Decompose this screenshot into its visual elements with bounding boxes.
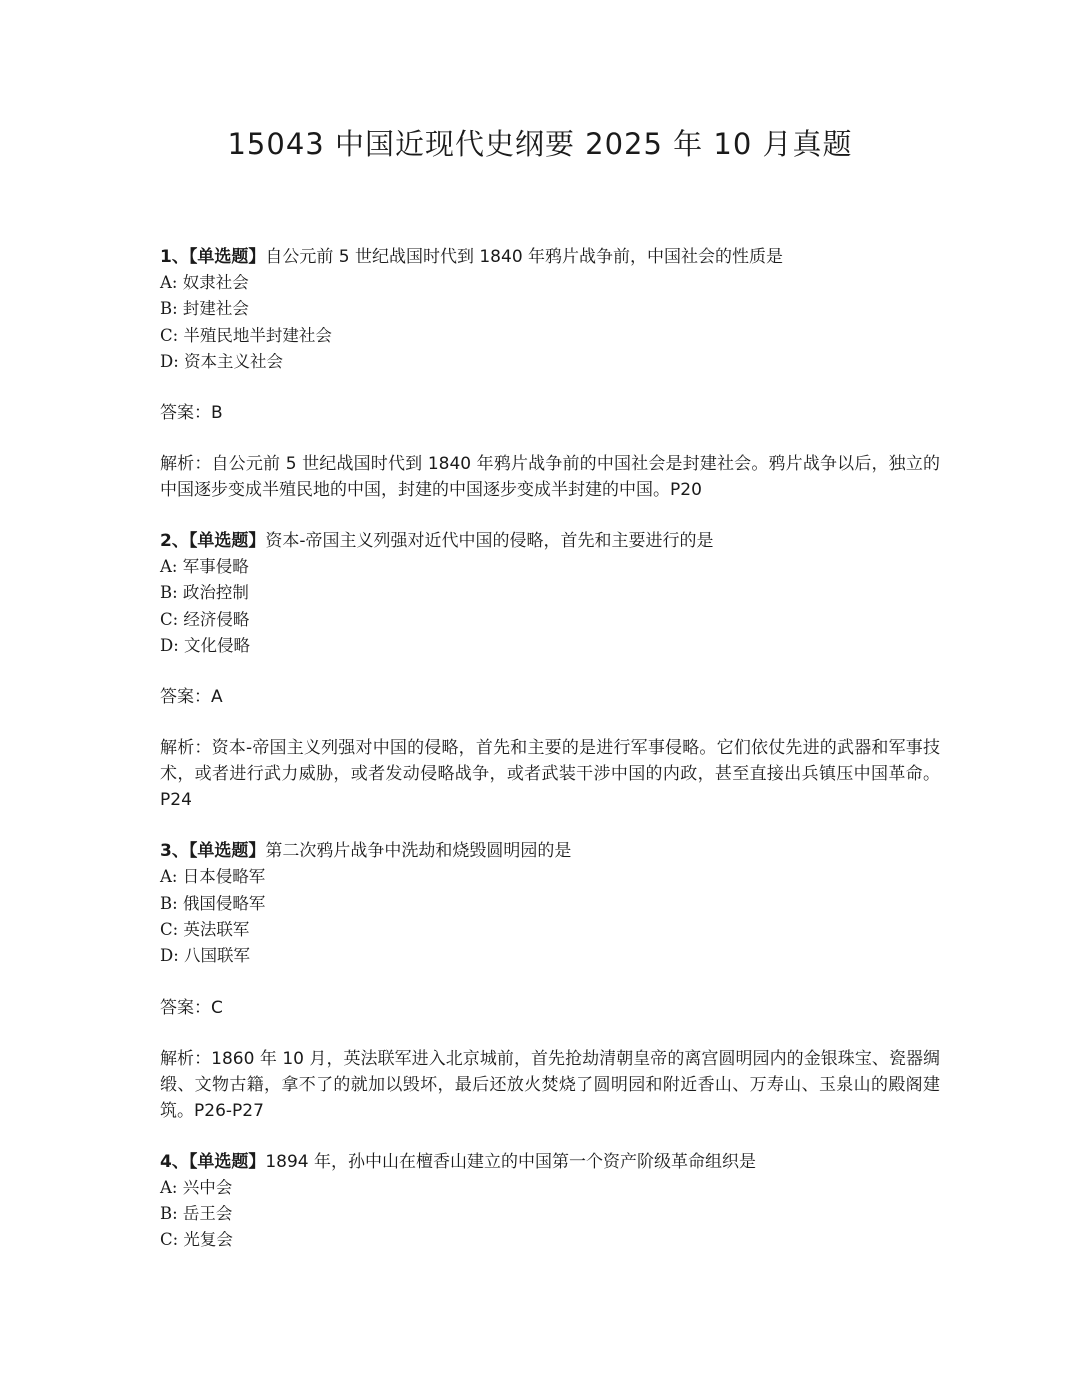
question-text: 资本-帝国主义列强对近代中国的侵略，首先和主要进行的是 [265, 531, 714, 552]
question-number: 4、 [160, 1151, 189, 1172]
question-number: 2、 [160, 531, 189, 552]
question-type: 【单选题】 [188, 1151, 266, 1172]
question-type: 【单选题】 [188, 841, 266, 862]
option-b: B: 封建社会 [160, 299, 249, 319]
option-c: C: 半殖民地半封建社会 [160, 325, 332, 345]
analysis: 解析：资本-帝国主义列强对中国的侵略，首先和主要的是进行军事侵略。它们依仗先进的武器和军事技术，或者进行武力威胁，或者发动侵略战争，或者武装干涉中国的内政，甚至直接出兵镇压中国革命。P24 [160, 738, 940, 811]
answer: 答案：B [160, 403, 223, 424]
question-type: 【单选题】 [188, 247, 266, 267]
option-b: B: 俄国侵略军 [160, 893, 266, 913]
question-number: 1、 [160, 247, 189, 267]
question-text: 第二次鸦片战争中洗劫和烧毁圆明园的是 [265, 841, 572, 862]
question-stem [160, 244, 940, 270]
option-c: C: 光复会 [160, 1230, 233, 1250]
option-d: D: 文化侵略 [160, 636, 251, 656]
question-3 [160, 838, 940, 1123]
option-c: C: 英法联军 [160, 919, 250, 939]
option-a: A: 日本侵略军 [160, 867, 266, 887]
question-stem [160, 528, 940, 554]
option-d: D: 资本主义社会 [160, 351, 284, 371]
option-a: A: 兴中会 [160, 1177, 233, 1197]
question-list [160, 244, 940, 1253]
question-text: 1894 年，孙中山在檀香山建立的中国第一个资产阶级革命组织是 [265, 1151, 757, 1172]
question-stem [160, 838, 940, 864]
question-number: 3、 [160, 841, 189, 862]
analysis: 解析：自公元前 5 世纪战国时代到 1840 年鸦片战争前的中国社会是封建社会。鸦片战争以后，独立的中国逐步变成半殖民地的中国，封建的中国逐步变成半封建的中国。P20 [160, 454, 940, 501]
question-2 [160, 528, 940, 813]
question-text: 自公元前 5 世纪战国时代到 1840 年鸦片战争前，中国社会的性质是 [265, 247, 784, 267]
option-c: C: 经济侵略 [160, 609, 250, 629]
option-a: A: 军事侵略 [160, 557, 249, 577]
page-title: 15043 中国近现代史纲要 2025 年 10 月真题 [227, 127, 853, 161]
analysis: 解析：1860 年 10 月，英法联军进入北京城前，首先抢劫清朝皇帝的离宫圆明园内的金银珠宝、瓷器绸缎、文物古籍，拿不了的就加以毁坏，最后还放火焚烧了圆明园和附近香山、万寿山、玉泉山的殿阁建筑。P26-P27 [160, 1048, 940, 1121]
question-stem [160, 1149, 940, 1175]
option-b: B: 政治控制 [160, 583, 249, 603]
question-1 [160, 244, 940, 503]
option-b: B: 岳王会 [160, 1203, 233, 1223]
question-4 [160, 1149, 940, 1254]
option-a: A: 奴隶社会 [160, 273, 249, 292]
option-d: D: 八国联军 [160, 946, 251, 966]
question-type: 【单选题】 [188, 531, 266, 552]
answer: 答案：A [160, 687, 223, 708]
answer: 答案：C [160, 997, 223, 1018]
